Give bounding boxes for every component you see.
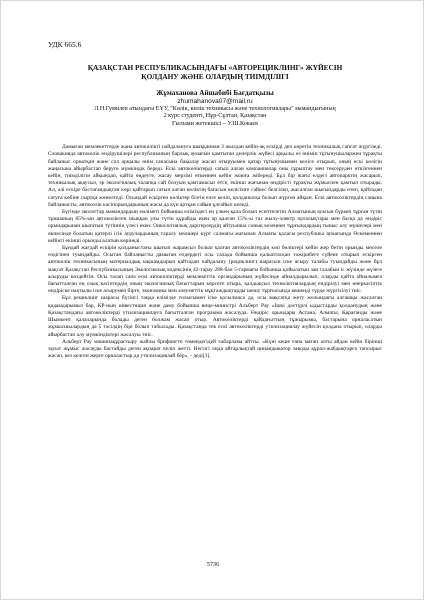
body-paragraph-1: Дамыған мемлекеттерде жана автокөлікті пайдалануға шыққаннан 3 жылдан кейін-ақ ескірді деп көретін техникалық сапсат жүргізеді. Словакияда автокөлік өндірушілері республиканың барлық аумағын қамтыған дилерлік жүйесі арқылы өз өнімін тұтынушыларжен тұрақты байланыс орнатқан және сол арқылы өнім сапасына бақылау жасап отыруымен қатар тұтынушымен келісе отырып, оның ескі көлігін жаңасына айырбастап беруге мүмкіндік береді. Ескі автокөліктерді сатып алған компаниялар оны сұрыптау мен тексеруден өткізгеннен кейін, тиімділігін айқындап, қайта өңдеуге, жасау мерзімі өткеннен кейін жоюға жібереді. Бұл бір жағы елдегі автопарктің жасарып, техникалық ақаусыз, эр экологиялық талапқа сай болуын қамтамасыз етсе, екінші жағынан өндірісті тұрақты жұмыспен қамтып отырады. Ал, әлі ескіре бастағандықтан көрі қайтарып сатып алған көліктің бағасын келісімге сәйкес белгілеп, жасалған шығындарды өтеп, қайтадан сатуға көбіне сыртқа жөнелтеді. Осындай ескірген көліктер бізгін елге келіп, қолданысқа болып жүрген айқын. Ескі автокөліктердің санына байланысты, автокөлік кәсіпорындарының жасы да күн артқан сайын ұлғайып келеді. — [48, 144, 382, 208]
article-body — [48, 144, 382, 360]
page-number: 5736 — [206, 561, 220, 568]
author-name: Жұмаханова Айшабибі Бағдатқызы — [156, 89, 274, 97]
title-line-2: ҚОЛДАНУ ЖӘНЕ ОЛАРДЫҢ ТИІМДІЛІГІ — [141, 72, 289, 81]
body-paragraph-4: Бұл рециклинг шарасы бүгінгі таңда елімізде толығымен іске қосылмаса да, осы мақсатқа жету жолындағы алғашқы жасалған қадамдарымыз бар, КР-ның инвестиция және даму бойынша вице-министрі Альберт Рау «Ішкі дәстүрлі ыдыстарды қолданудың және Қазақстандағы автокөліктерді утилизациялауға бағытталған программа жасалуда. Өндіріс орындары Астана, Алматы, Қарағанды және Шымкент қалаларында болады деген болжам жасап отыр. Автокөліктерді қайдағыттың тұжырымы, бастарына орналасатын жұмысшылардың да 5 тәсілдің бірі болып табылады. Қазақстанда тек ескі автокөліктерді утилизациялау жүйесін қолдана отырып, оларды айырбастап алу мүмкіндіктері жасалуы тиіс. — [48, 295, 382, 338]
author-email[interactable]: zhumahanova07@mail.ru — [177, 98, 253, 105]
title-line-1: ҚАЗАҚСТАН РЕСПУБЛИКАСЫНДАҒЫ «АВТОРЕЦИКЛИНГ» ЖҮЙЕСІН — [87, 63, 343, 72]
udk-code: УДК 665.6 — [48, 40, 82, 49]
body-paragraph-5: Альберт Рау машинақұрастыру жайлы брифингте төмендегідей хабарлама айтты. «Күні кеше ғана маған алты айдан кейін бірінші зауыт жұмыс жасауды бастайды деген ақпарат келіп жетті. Негізгі онда айтарлықтай цинандыкатор заводы құрал-жабдықтарға тапсырыс жасап, кез келген жерге орналастыр да утилизациялай бер», - деді[3]. — [48, 338, 382, 360]
body-paragraph-3: Бұндай жағдай ескірін қолданыстағы шығып жарамсыз болып қалған автокөліктердің көп бөліктері кейін жер бетін орынды мөселе өздігінен туындайды. Осытан байланысты дамыған елдердегі осы салада бойынша қалыптасқан тәжірибеге сүйене отырып ескірген автокөлік техникасының материалдық ықшамдырып қайтадан пайдалану (рециклинг) шарасын іске асыру талабы туындайды және бұл мақсат Қазақстан Республикасының Экологиялық кодексінің 42-тарау 288-бап 5-тармағы бойынша қойылатын зан талабын іс жүзінде жүзеге асыруды көздейтін. Осы талап сапа ескі автокөліктерді мемлекеттік органдарының жүйесінде айналдырылып, оларды қайта айналымға бағытталған ең озық кәсіптердің оның экологиялық бағыттарын көрсете отыра, қалдықсыз технологиялардың ендірілуі мен өнеркәсіптік өндіріске нақтылы іске асырумен бірге, экономика мен әлеуметтік мұқтаждықтарды шешу тұрғысында кешенді түрде жүргізілуі тиіс. — [48, 245, 382, 295]
scientific-supervisor: Ғылыми жетекшісі – У.Ш.Кокаев — [172, 120, 258, 127]
author-affiliation-1: Л.Н.Гумилев атындағы ЕҰУ, "Көлік, көлік техникасы және технологиялары" мамандығының — [94, 106, 336, 112]
article-title — [48, 63, 382, 81]
page-content — [48, 40, 382, 360]
author-affiliation-2: 2 курс студенті, Нұр-Сұлтан, Қазақстан — [163, 113, 267, 120]
body-paragraph-2: Бүгінде экологтар мамандардың мәліметі бойынша еліміздегі ең үлкен қала болып есептелетін Алматының ауасын бүркеп тұрған түтін тұмшаның 85%-ын автокөліктен шыққан улы түтін құрайды екен әр қалған 15%-ы газ жылу-электр орталықтары мен басқа да өндіріс орындарынан шығатын түтіннің үлесі екен. Онкологиялық дәрігерлердің айтуынша сонық кезеңнен тұрғындардың тыныс алу мүшелері мен өкпесінде болатын қатерлі ісік аурулардының таралу мөлшері күрт салмағы жағынан Алматы қаласы республика аумағында Өскеменнен кейінгі екінші орынды алатын көрінеді. — [48, 209, 382, 244]
